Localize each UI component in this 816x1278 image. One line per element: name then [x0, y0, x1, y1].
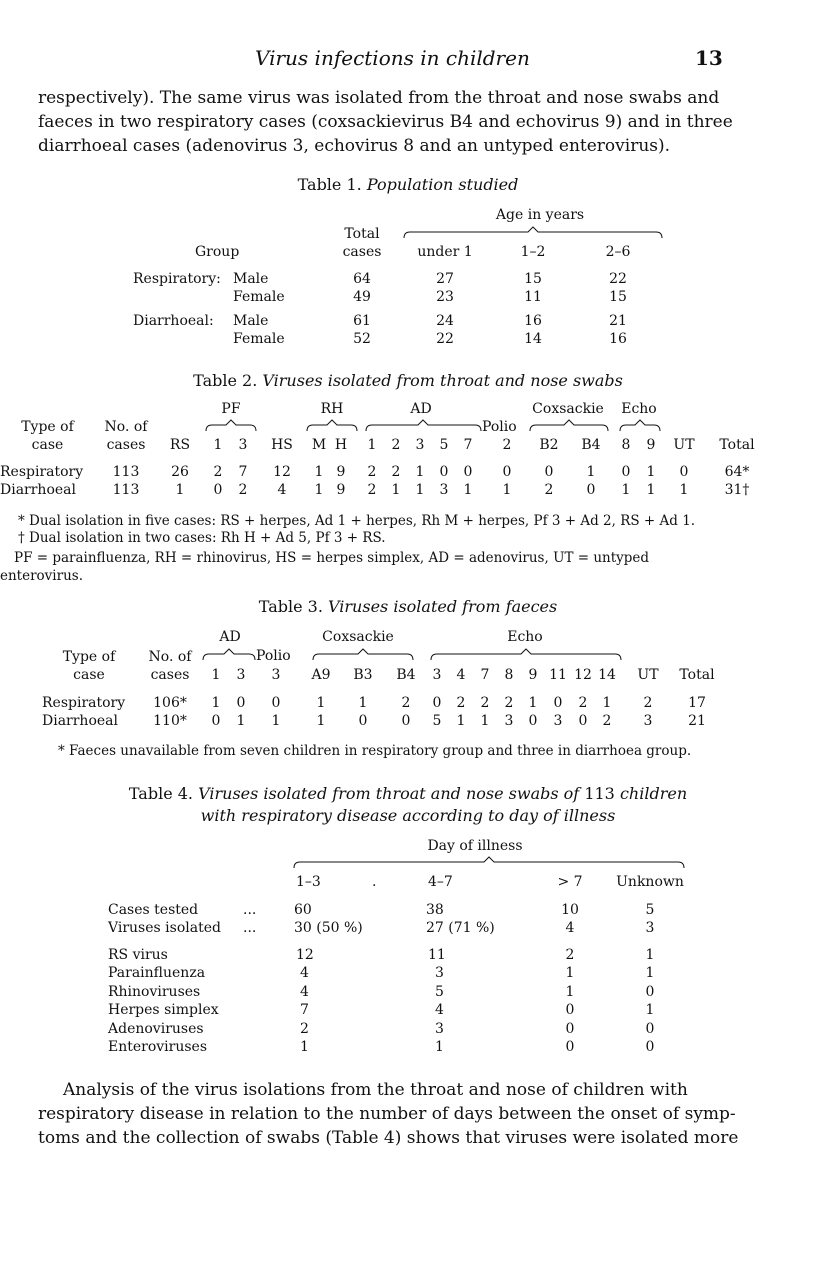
- table3-cell: 1: [236, 713, 246, 729]
- table4-cell: 1: [300, 1039, 309, 1055]
- table2-col: 3: [238, 437, 248, 453]
- table2-cell: 3: [439, 482, 449, 498]
- table2-cell: 31†: [724, 482, 750, 498]
- table2-note: † Dual isolation in two cases: Rh H + Ad 5, Pf 3 + RS.: [18, 530, 386, 546]
- table2-type-header-line1: Type of: [21, 419, 74, 435]
- table4-label: Table 4.: [128, 784, 194, 803]
- table2-col: B4: [581, 437, 601, 453]
- table4-cell: 5: [435, 984, 444, 1000]
- table2-cell: 64*: [724, 464, 750, 480]
- table2-note: enterovirus.: [0, 568, 83, 584]
- table2-type-header-line2: case: [31, 437, 64, 453]
- table4-cell: 2: [565, 947, 575, 963]
- table2-cell: 1: [391, 482, 401, 498]
- table3-cell: 0: [358, 713, 368, 729]
- table1-cell: 21: [609, 313, 627, 329]
- table1-total-header-line1: Total: [344, 226, 380, 242]
- table2-col: 1: [213, 437, 223, 453]
- table3-type: Respiratory: [42, 695, 126, 711]
- table4-cell: 1: [435, 1039, 444, 1055]
- page-number: 13: [695, 46, 723, 70]
- table3-col: 12: [574, 667, 592, 683]
- table2-cell: 2: [213, 464, 223, 480]
- table1-title: Population studied: [366, 175, 519, 194]
- table1-cell: 64: [353, 271, 371, 287]
- table2-cell: 0: [679, 464, 689, 480]
- paragraph-top: [38, 86, 738, 158]
- table3-type-header-line1: Type of: [62, 649, 116, 665]
- table2-group-echo: Echo: [621, 401, 657, 417]
- table2-col: HS: [271, 437, 293, 453]
- table2-rh-brace: [307, 420, 357, 434]
- table2-cell: 2: [367, 464, 377, 480]
- table1-cell: 14: [524, 331, 542, 347]
- table3-col: 8: [504, 667, 514, 683]
- table4-cell: 2: [300, 1021, 309, 1037]
- table1-cell: 15: [609, 289, 627, 305]
- table3-group-coxsackie: Coxsackie: [322, 629, 394, 645]
- table4-cell: 30 (50 %): [294, 920, 363, 936]
- table2-col: 3: [415, 437, 425, 453]
- table4-cell: 0: [565, 1002, 575, 1018]
- table1-cell: 24: [436, 313, 454, 329]
- table1-col-under1: under 1: [417, 244, 473, 260]
- table3-cell: 0: [211, 713, 221, 729]
- table2-group-polio: Polio: [482, 419, 517, 435]
- table3-group-echo: Echo: [507, 629, 543, 645]
- table2-col: UT: [673, 437, 695, 453]
- table4-cell: 60: [294, 902, 312, 918]
- table2-cell: 1: [463, 482, 473, 498]
- table1-col-1-2: 1–2: [520, 244, 546, 260]
- table2-cell: 1: [502, 482, 512, 498]
- table3-title: Viruses isolated from faeces: [328, 597, 558, 616]
- table3-col: UT: [637, 667, 659, 683]
- table1-cell: 27: [436, 271, 454, 287]
- table4-cell: 1: [645, 947, 655, 963]
- table4-row-label: Cases tested: [108, 902, 199, 918]
- table2-cell: 9: [336, 464, 346, 480]
- paragraph-bottom: [38, 1078, 738, 1150]
- table3-col: B3: [353, 667, 373, 683]
- table4-caption-line1: [0, 784, 816, 803]
- table4-caption-line2: [0, 806, 816, 825]
- table1-cell: 15: [524, 271, 542, 287]
- table3-cell: 1: [528, 695, 538, 711]
- table2-cell: 1: [586, 464, 596, 480]
- text-line: respectively). The same virus was isolated from the throat and nose swabs and: [38, 88, 720, 108]
- table2-group-coxsackie: Coxsackie: [532, 401, 604, 417]
- table3-label: Table 3.: [258, 597, 323, 616]
- table4-row-label: Adenoviruses: [108, 1021, 204, 1037]
- table3-cell: 0: [432, 695, 442, 711]
- table3-col: 7: [480, 667, 490, 683]
- table2-cell: 0: [544, 464, 554, 480]
- table3-cell: 2: [401, 695, 411, 711]
- table2-col: B2: [539, 437, 559, 453]
- table1-cell: 23: [436, 289, 454, 305]
- table2-cell: 1: [646, 464, 656, 480]
- table3-cell: 3: [504, 713, 514, 729]
- table2-cell: 1: [175, 482, 185, 498]
- table4-cell: 4: [300, 965, 309, 981]
- table4-cell: 1: [645, 1002, 655, 1018]
- table2-type: Diarrhoeal: [0, 482, 76, 498]
- table4-title-line2: with respiratory disease according to day of illness: [200, 806, 616, 825]
- table2-cell: 2: [367, 482, 377, 498]
- table4-cell: 0: [645, 1039, 655, 1055]
- table3-cell: 2: [504, 695, 514, 711]
- table2-cell: 2: [544, 482, 554, 498]
- table4-cell: 1: [565, 984, 575, 1000]
- table4-cell: 3: [645, 920, 655, 936]
- table3-cell: 1: [602, 695, 612, 711]
- table3-cell: 0: [528, 713, 538, 729]
- table1-sex: Male: [233, 271, 269, 287]
- table4-cell: 38: [426, 902, 444, 918]
- table2-cell: 0: [439, 464, 449, 480]
- table4-day-header: Day of illness: [427, 838, 523, 854]
- table4-title: Viruses isolated from throat and nose swabs of: [198, 784, 580, 803]
- table2-group-rh: RH: [320, 401, 344, 417]
- table1-cell: 22: [609, 271, 627, 287]
- table2-col: 2: [502, 437, 512, 453]
- table2-cell: 1: [646, 482, 656, 498]
- table2-cell: 0: [586, 482, 596, 498]
- table1-group-header: Group: [195, 244, 240, 260]
- table3-cell: 3: [643, 713, 653, 729]
- table4-cell: 0: [645, 1021, 655, 1037]
- table3-caption: [0, 597, 816, 616]
- table2-cases-header-line2: cases: [106, 437, 146, 453]
- table2-label: Table 2.: [193, 371, 258, 390]
- text-line: diarrhoeal cases (adenovirus 3, echovirus 8 and an untyped enterovirus).: [38, 136, 671, 156]
- table3-col: Total: [679, 667, 715, 683]
- table2-cases: 113: [112, 482, 140, 498]
- table2-cell: 4: [277, 482, 287, 498]
- table1-cell: 61: [353, 313, 371, 329]
- table3-cases: 110*: [153, 713, 187, 729]
- table2-col: M: [311, 437, 327, 453]
- table3-cell: 1: [480, 713, 490, 729]
- table2-cell: 1: [415, 482, 425, 498]
- table2-caption: [0, 371, 816, 390]
- text-line: Analysis of the virus isolations from the throat and nose of children with: [63, 1080, 688, 1100]
- table4-cell: 4: [565, 920, 575, 936]
- table3-cell: 2: [480, 695, 490, 711]
- table4-cell: 12: [296, 947, 314, 963]
- table2-cell: 1: [679, 482, 689, 498]
- table3-type-header-line2: case: [73, 667, 105, 683]
- table1-cell: 49: [353, 289, 371, 305]
- table4-cell: 0: [645, 984, 655, 1000]
- table2-note: PF = parainfluenza, RH = rhinovirus, HS = herpes simplex, AD = adenovirus, UT = untyped: [14, 550, 650, 566]
- running-title: Virus infections in children: [255, 46, 530, 70]
- table2-col: 7: [463, 437, 473, 453]
- table2-col: 8: [621, 437, 631, 453]
- table2-cell: 26: [171, 464, 189, 480]
- table4-cell: 27 (71 %): [426, 920, 495, 936]
- text-line: respiratory disease in relation to the number of days between the onset of symp-: [38, 1104, 736, 1124]
- table4-cell: 7: [300, 1002, 309, 1018]
- table1-cell: 22: [436, 331, 454, 347]
- table2-col: Total: [719, 437, 755, 453]
- table4-row-label: Herpes simplex: [108, 1002, 219, 1018]
- table3-col: 9: [528, 667, 538, 683]
- table3-cell: 0: [236, 695, 246, 711]
- table1-cell: 11: [524, 289, 542, 305]
- table3-cases-header-line1: No. of: [148, 649, 192, 665]
- table4-cell: 3: [435, 965, 444, 981]
- table3-cell: 1: [316, 713, 326, 729]
- table2-cases-header-line1: No. of: [104, 419, 148, 435]
- table2-title: Viruses isolated from throat and nose swabs: [262, 371, 623, 390]
- table1-age-brace: [404, 227, 662, 241]
- table4-day-brace: [294, 857, 684, 871]
- table1-group: Respiratory:: [133, 271, 221, 287]
- table4-col: > 7: [557, 874, 583, 890]
- table1-col-2-6: 2–6: [605, 244, 631, 260]
- table1-total-header-line2: cases: [342, 244, 382, 260]
- table2-cell: 1: [314, 482, 324, 498]
- table2-cell: 2: [238, 482, 248, 498]
- table2-cell: 7: [238, 464, 248, 480]
- table4-col: Unknown: [616, 874, 684, 890]
- table3-type: Diarrhoeal: [42, 713, 118, 729]
- table4-row-label: Viruses isolated: [108, 920, 221, 936]
- table4-cell: 3: [435, 1021, 444, 1037]
- table3-echo-brace: [431, 649, 621, 663]
- table3-cell: 0: [271, 695, 281, 711]
- table3-ad-brace: [203, 649, 255, 663]
- table1-sex: Female: [233, 289, 285, 305]
- table2-type: Respiratory: [0, 464, 84, 480]
- table2-cell: 0: [621, 464, 631, 480]
- table4-cell: 4: [300, 984, 309, 1000]
- table1-age-header: Age in years: [495, 207, 585, 223]
- table2-col: 9: [646, 437, 656, 453]
- table3-cell: 0: [578, 713, 588, 729]
- table4-row-label: Parainfluenza: [108, 965, 206, 981]
- table1-cell: 52: [353, 331, 371, 347]
- table1-label: Table 1.: [297, 175, 362, 194]
- table2-col: H: [334, 437, 348, 453]
- table4-separator-dot: .: [372, 874, 377, 890]
- table3-col: B4: [396, 667, 416, 683]
- table2-cell: 1: [415, 464, 425, 480]
- table4-row-label: RS virus: [108, 947, 168, 963]
- table4-title-after: children: [619, 784, 688, 803]
- table2-cell: 0: [502, 464, 512, 480]
- table2-ad-brace: [366, 420, 481, 434]
- table4-cell: 4: [435, 1002, 444, 1018]
- table2-col: 5: [439, 437, 449, 453]
- table2-coxsackie-brace: [530, 420, 608, 434]
- table2-cell: 1: [314, 464, 324, 480]
- table3-cases: 106*: [153, 695, 187, 711]
- table3-cell: 0: [401, 713, 411, 729]
- table4-row-label: Enteroviruses: [108, 1039, 208, 1055]
- table3-cell: 1: [456, 713, 466, 729]
- table3-cell: 21: [688, 713, 706, 729]
- table4-cell: 0: [565, 1039, 575, 1055]
- table3-col: 3: [236, 667, 246, 683]
- table3-cell: 1: [316, 695, 326, 711]
- table4-cell: 1: [565, 965, 575, 981]
- table3-cell: 2: [578, 695, 588, 711]
- table3-group-polio: Polio: [256, 648, 291, 664]
- table2-col: 2: [391, 437, 401, 453]
- text-line: faeces in two respiratory cases (coxsackievirus B4 and echovirus 9) and in three: [38, 112, 733, 132]
- table3-col: 1: [211, 667, 221, 683]
- table4-row-label: Rhinoviruses: [108, 984, 201, 1000]
- table1-sex: Female: [233, 331, 285, 347]
- table2-cell: 2: [391, 464, 401, 480]
- table3-col: A9: [311, 667, 331, 683]
- table3-cell: 2: [602, 713, 612, 729]
- table3-col: 14: [598, 667, 616, 683]
- table3-cell: 2: [456, 695, 466, 711]
- table2-group-ad: AD: [410, 401, 432, 417]
- table4-leader-dots: ...: [243, 920, 257, 936]
- table3-cell: 3: [553, 713, 563, 729]
- table1-group: Diarrhoeal:: [133, 313, 214, 329]
- table2-group-pf: PF: [221, 401, 241, 417]
- table3-cell: 5: [432, 713, 442, 729]
- table4-cell: 5: [645, 902, 655, 918]
- table4-leader-dots: ...: [243, 902, 257, 918]
- table2-pf-brace: [206, 420, 256, 434]
- table3-cases-header-line2: cases: [150, 667, 190, 683]
- table2-cell: 0: [463, 464, 473, 480]
- table3-group-ad: AD: [219, 629, 241, 645]
- table1-caption: [0, 175, 816, 194]
- table3-col: 3: [271, 667, 281, 683]
- table3-cell: 0: [553, 695, 563, 711]
- table3-cell: 2: [643, 695, 653, 711]
- table4-cell: 1: [645, 965, 655, 981]
- table3-cell: 1: [211, 695, 221, 711]
- table2-col: RS: [169, 437, 191, 453]
- table2-echo-brace: [620, 420, 660, 434]
- text-line: toms and the collection of swabs (Table 4) shows that viruses were isolated more: [38, 1128, 739, 1148]
- table4-cell: 11: [428, 947, 446, 963]
- table2-cell: 12: [273, 464, 291, 480]
- table4-col: 4–7: [428, 874, 453, 890]
- table4-cell: 10: [561, 902, 579, 918]
- table3-coxsackie-brace: [313, 649, 413, 663]
- table2-cell: 0: [213, 482, 223, 498]
- table3-cell: 1: [271, 713, 281, 729]
- table3-cell: 17: [688, 695, 706, 711]
- table2-cell: 9: [336, 482, 346, 498]
- table3-col: 4: [456, 667, 466, 683]
- table2-cases: 113: [112, 464, 140, 480]
- table1-sex: Male: [233, 313, 269, 329]
- table3-col: 3: [432, 667, 442, 683]
- table4-cell: 0: [565, 1021, 575, 1037]
- table1-cell: 16: [524, 313, 542, 329]
- table1-cell: 16: [609, 331, 627, 347]
- table3-col: 11: [549, 667, 567, 683]
- table3-note: * Faeces unavailable from seven children in respiratory group and three in diarrhoea group.: [58, 743, 692, 759]
- table2-col: 1: [367, 437, 377, 453]
- table4-col: 1–3: [296, 874, 321, 890]
- table3-cell: 1: [358, 695, 368, 711]
- table4-count: 113: [584, 784, 615, 803]
- table2-cell: 1: [621, 482, 631, 498]
- table2-note: * Dual isolation in five cases: RS + herpes, Ad 1 + herpes, Rh M + herpes, Pf 3 + Ad 2, RS + Ad 1.: [18, 513, 696, 529]
